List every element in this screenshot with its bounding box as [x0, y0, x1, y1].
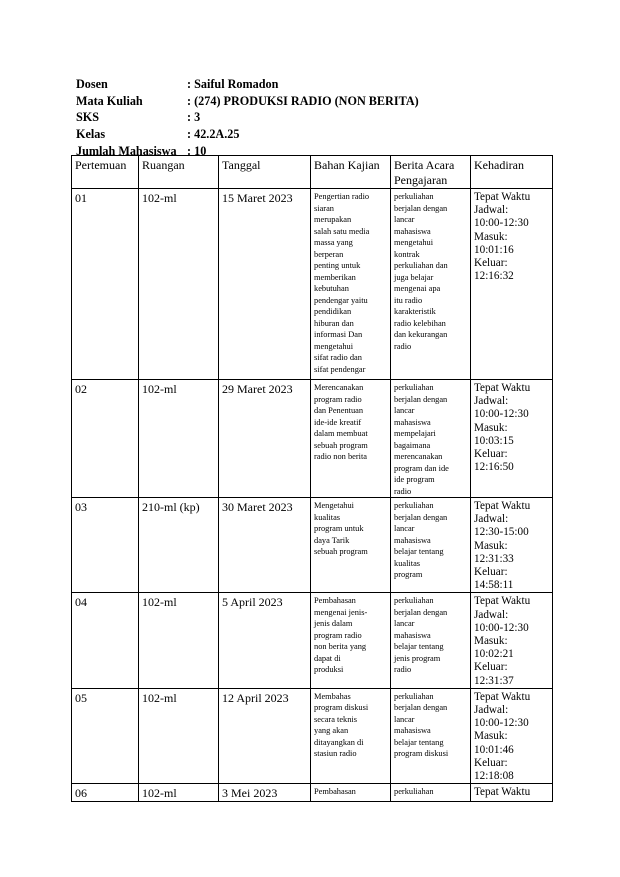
mata-kuliah-row: [76, 93, 546, 110]
cell-bahan-kajian-line: Pengertian radio: [314, 192, 370, 201]
mata-kuliah-label: Mata Kuliah: [76, 93, 143, 108]
cell-bahan-kajian: [311, 498, 391, 593]
cell-bahan-kajian-line: daya Tarik: [314, 535, 350, 545]
cell-bahan-kajian-line: stasiun radio: [314, 749, 357, 759]
column-header-kehadiran: Kehadiran: [471, 156, 553, 189]
table-row: [72, 784, 553, 802]
dosen-label: Dosen: [76, 77, 108, 91]
cell-bahan-kajian-line: jenis dalam: [314, 619, 353, 629]
cell-berita-acara-line: radio kelebihan: [394, 318, 446, 328]
attendance-table: [71, 155, 553, 802]
cell-tanggal: 29 Maret 2023: [219, 380, 311, 498]
cell-berita-acara-line: itu radio: [394, 295, 423, 305]
cell-berita-acara-line: juga belajar: [394, 272, 434, 282]
cell-kehadiran: [471, 189, 553, 380]
cell-kehadiran-line: 12:18:08: [474, 770, 514, 783]
cell-pertemuan: 04: [72, 593, 139, 688]
cell-berita-acara-line: jenis program: [394, 653, 441, 663]
cell-kehadiran-line: Jadwal:: [474, 704, 509, 717]
cell-kehadiran-line: 10:01:46: [474, 743, 514, 756]
cell-ruangan: 210-ml (kp): [139, 498, 219, 593]
cell-kehadiran-line: 12:16:32: [474, 270, 514, 283]
cell-bahan-kajian-line: salah satu media: [314, 226, 370, 236]
cell-berita-acara-line: belajar tentang: [394, 642, 444, 652]
cell-berita-acara-line: program diskusi: [394, 749, 449, 759]
cell-bahan-kajian-line: kualitas: [314, 512, 341, 522]
cell-bahan-kajian: [311, 593, 391, 688]
cell-berita-acara: [391, 380, 471, 498]
column-header-tanggal: Tanggal: [219, 156, 311, 189]
cell-berita-acara-line: mahasiswa: [394, 226, 431, 236]
cell-berita-acara-line: lancar: [394, 619, 415, 629]
cell-bahan-kajian-line: merupakan: [314, 215, 352, 224]
cell-bahan-kajian-line: sebuah program: [314, 547, 368, 556]
table-row: [72, 593, 553, 688]
cell-kehadiran-line: Tepat Waktu: [474, 382, 531, 394]
cell-kehadiran-line: Tepat Waktu: [474, 786, 531, 799]
cell-berita-acara-line: radio: [394, 341, 412, 351]
cell-berita-acara-line: lancar: [394, 524, 415, 533]
cell-berita-acara-line: lancar: [394, 406, 415, 415]
cell-berita-acara-line: ide program: [394, 475, 435, 484]
cell-kehadiran-line: 10:03:15: [474, 434, 514, 447]
cell-berita-acara-line: belajar tentang: [394, 737, 444, 747]
cell-berita-acara-line: karakteristik: [394, 307, 436, 316]
cell-berita-acara-line: berjalan dengan: [394, 703, 448, 713]
cell-bahan-kajian: [311, 189, 391, 380]
cell-bahan-kajian: [311, 688, 391, 783]
cell-ruangan: 102-ml: [139, 380, 219, 498]
cell-berita-acara-line: merencanakan: [394, 452, 443, 461]
cell-kehadiran-line: 10:00-12:30: [474, 621, 529, 634]
cell-berita-acara-line: radio: [394, 486, 412, 496]
table-row: [72, 380, 553, 498]
cell-kehadiran-line: 12:30-15:00: [474, 526, 529, 539]
cell-ruangan: 102-ml: [139, 189, 219, 380]
cell-kehadiran-line: 10:00-12:30: [474, 408, 529, 421]
cell-pertemuan: 05: [72, 688, 139, 783]
cell-berita-acara-line: lancar: [394, 215, 415, 224]
cell-bahan-kajian-line: sifat radio dan: [314, 353, 362, 362]
cell-bahan-kajian-line: sebuah program: [314, 440, 368, 450]
table-row: [72, 688, 553, 783]
cell-kehadiran-line: Keluar:: [474, 448, 508, 461]
cell-berita-acara-line: lancar: [394, 714, 415, 724]
cell-kehadiran-line: Jadwal:: [474, 513, 509, 526]
cell-berita-acara-line: bagaimana: [394, 440, 431, 450]
cell-tanggal: 30 Maret 2023: [219, 498, 311, 593]
cell-berita-acara-line: belajar tentang: [394, 547, 444, 556]
cell-kehadiran: [471, 498, 553, 593]
cell-bahan-kajian-line: ditayangkan di: [314, 737, 364, 747]
cell-berita-acara-line: berjalan dengan: [394, 394, 448, 404]
cell-pertemuan: 06: [72, 784, 139, 802]
cell-berita-acara-line: perkuliahan: [394, 501, 434, 510]
cell-tanggal: 5 April 2023: [219, 593, 311, 688]
cell-bahan-kajian-line: sifat pendengar: [314, 364, 366, 374]
cell-bahan-kajian-line: informasi Dan: [314, 330, 363, 339]
sks-row: [76, 109, 546, 126]
column-header-bahan-kajian: Bahan Kajian: [311, 156, 391, 189]
cell-bahan-kajian-line: hiburan dan: [314, 318, 354, 328]
cell-berita-acara-line: perkuliahan: [394, 596, 434, 606]
course-header: [76, 76, 546, 159]
cell-bahan-kajian-line: memberikan: [314, 272, 356, 282]
cell-kehadiran: [471, 688, 553, 783]
cell-bahan-kajian-line: berperan: [314, 249, 344, 259]
cell-bahan-kajian-line: pendengar yaitu: [314, 295, 368, 305]
kelas-value: : 42.2A.25: [187, 127, 240, 142]
cell-bahan-kajian-line: kebutuhan: [314, 284, 349, 293]
cell-berita-acara: [391, 498, 471, 593]
cell-berita-acara-line: dan kekurangan: [394, 330, 448, 339]
cell-kehadiran-line: Tepat Waktu: [474, 191, 531, 203]
cell-berita-acara-line: perkuliahan: [394, 192, 434, 201]
cell-berita-acara-line: kontrak: [394, 249, 420, 259]
table-row: [72, 498, 553, 593]
cell-berita-acara-line: mengetahui: [394, 238, 434, 247]
cell-berita-acara: [391, 688, 471, 783]
cell-berita-acara-line: perkuliahan: [394, 691, 434, 701]
cell-bahan-kajian-line: yang akan: [314, 726, 349, 736]
cell-bahan-kajian-line: Pembahasan: [314, 596, 356, 606]
cell-ruangan: 102-ml: [139, 784, 219, 802]
cell-kehadiran-line: Masuk:: [474, 421, 508, 434]
cell-bahan-kajian-line: secara teknis: [314, 714, 358, 724]
cell-bahan-kajian-line: siaran: [314, 203, 334, 213]
cell-berita-acara-line: perkuliahan: [394, 787, 434, 797]
cell-kehadiran-line: Jadwal:: [474, 204, 509, 217]
cell-kehadiran-line: 10:00-12:30: [474, 217, 529, 230]
cell-berita-acara-line: program dan ide: [394, 463, 449, 473]
cell-kehadiran: [471, 380, 553, 498]
cell-bahan-kajian-line: penting untuk: [314, 261, 361, 270]
cell-kehadiran-line: Tepat Waktu: [474, 595, 531, 608]
cell-bahan-kajian-line: Mengetahui: [314, 501, 355, 510]
cell-bahan-kajian-line: mengetahui: [314, 341, 354, 351]
cell-bahan-kajian-line: non berita yang: [314, 642, 367, 652]
cell-bahan-kajian-line: produksi: [314, 665, 344, 675]
column-header-ruangan: Ruangan: [139, 156, 219, 189]
cell-berita-acara-line: berjalan dengan: [394, 203, 448, 213]
jumlah-mahasiswa-value: : 10: [187, 143, 207, 158]
cell-tanggal: 3 Mei 2023: [219, 784, 311, 802]
dosen-row: [76, 76, 546, 93]
cell-kehadiran-line: 10:00-12:30: [474, 717, 529, 730]
mata-kuliah-value: : (274) PRODUKSI RADIO (NON BERITA): [187, 93, 419, 108]
table-header-row: [72, 156, 553, 189]
kelas-label: Kelas: [76, 127, 106, 142]
cell-berita-acara-line: program: [394, 570, 423, 579]
column-header-berita-acara: Berita Acara Pengajaran: [391, 156, 471, 189]
dosen-value: : Saiful Romadon: [187, 77, 279, 91]
cell-bahan-kajian-line: radio non berita: [314, 452, 368, 461]
cell-kehadiran-line: 14:58:11: [474, 579, 514, 592]
cell-bahan-kajian-line: Merencanakan: [314, 383, 364, 392]
cell-pertemuan: 03: [72, 498, 139, 593]
cell-tanggal: 12 April 2023: [219, 688, 311, 783]
cell-berita-acara-line: mempelajari: [394, 429, 436, 438]
cell-kehadiran-line: 10:01:16: [474, 243, 514, 256]
cell-berita-acara-line: mahasiswa: [394, 417, 431, 427]
jumlah-mahasiswa-label: Jumlah Mahasiswa: [76, 143, 177, 158]
cell-kehadiran-line: Masuk:: [474, 730, 508, 743]
cell-kehadiran-line: Masuk:: [474, 539, 508, 552]
cell-bahan-kajian-line: program radio: [314, 630, 362, 640]
cell-kehadiran-line: Keluar:: [474, 257, 508, 270]
cell-berita-acara-line: perkuliahan dan: [394, 261, 448, 270]
cell-kehadiran-line: 12:31:37: [474, 674, 514, 687]
column-header-pertemuan: Pertemuan: [72, 156, 139, 189]
cell-kehadiran-line: Keluar:: [474, 566, 508, 579]
cell-bahan-kajian-line: dapat di: [314, 653, 341, 663]
cell-kehadiran: [471, 593, 553, 688]
cell-bahan-kajian-line: program radio: [314, 394, 362, 404]
cell-berita-acara-line: berjalan dengan: [394, 607, 448, 617]
cell-bahan-kajian-line: program untuk: [314, 524, 364, 533]
cell-kehadiran-line: 12:16:50: [474, 461, 514, 474]
cell-kehadiran-line: Tepat Waktu: [474, 690, 531, 703]
cell-berita-acara: [391, 784, 471, 802]
cell-bahan-kajian-line: ide-ide kreatif: [314, 417, 362, 427]
cell-pertemuan: 01: [72, 189, 139, 380]
cell-berita-acara-line: perkuliahan: [394, 383, 434, 392]
cell-kehadiran-line: 10:02:21: [474, 648, 514, 661]
cell-bahan-kajian-line: massa yang: [314, 238, 353, 247]
cell-kehadiran-line: Jadwal:: [474, 608, 509, 621]
cell-bahan-kajian-line: pendidikan: [314, 307, 352, 316]
cell-berita-acara: [391, 593, 471, 688]
kelas-row: [76, 126, 546, 143]
cell-ruangan: 102-ml: [139, 688, 219, 783]
cell-pertemuan: 02: [72, 380, 139, 498]
cell-berita-acara-line: berjalan dengan: [394, 512, 448, 522]
cell-bahan-kajian-line: program diskusi: [314, 703, 369, 713]
cell-kehadiran-line: Keluar:: [474, 756, 508, 769]
cell-berita-acara: [391, 189, 471, 380]
cell-kehadiran: [471, 784, 553, 802]
cell-bahan-kajian-line: dalam membuat: [314, 429, 368, 438]
cell-kehadiran-line: Tepat Waktu: [474, 500, 531, 512]
cell-bahan-kajian-line: Membahas: [314, 691, 351, 701]
cell-kehadiran-line: Masuk:: [474, 635, 508, 648]
sks-label: SKS: [76, 110, 100, 125]
cell-bahan-kajian-line: mengenai jenis-: [314, 607, 368, 617]
table-row: [72, 189, 553, 380]
cell-berita-acara-line: mahasiswa: [394, 630, 431, 640]
cell-bahan-kajian: [311, 380, 391, 498]
cell-berita-acara-line: mahasiswa: [394, 726, 431, 736]
cell-kehadiran-line: Jadwal:: [474, 395, 509, 408]
cell-berita-acara-line: radio: [394, 665, 412, 675]
cell-bahan-kajian: [311, 784, 391, 802]
cell-kehadiran-line: Keluar:: [474, 661, 508, 674]
cell-ruangan: 102-ml: [139, 593, 219, 688]
cell-berita-acara-line: mengenai apa: [394, 284, 441, 293]
cell-kehadiran-line: Masuk:: [474, 230, 508, 243]
cell-bahan-kajian-line: Pembahasan: [314, 787, 356, 797]
cell-berita-acara-line: mahasiswa: [394, 535, 431, 545]
cell-bahan-kajian-line: dan Penentuan: [314, 406, 364, 415]
cell-berita-acara-line: kualitas: [394, 558, 421, 568]
cell-kehadiran-line: 12:31:33: [474, 552, 514, 565]
cell-tanggal: 15 Maret 2023: [219, 189, 311, 380]
sks-value: : 3: [187, 110, 201, 125]
